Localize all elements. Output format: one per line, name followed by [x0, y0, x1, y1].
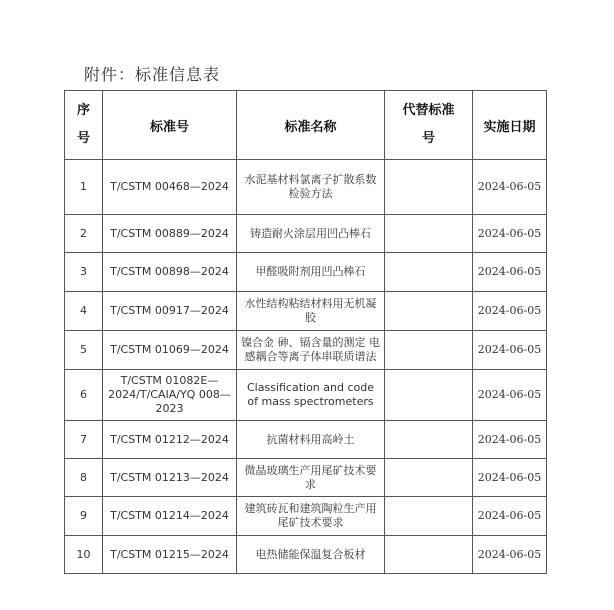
cell-code: T/CSTM 01082E—2024/T/CAIA/YQ 008—2023	[103, 370, 237, 421]
header-seq-line2: 号	[76, 131, 90, 146]
cell-date: 2024-06-05	[473, 331, 547, 370]
cell-seq: 2	[65, 215, 103, 253]
cell-replace	[385, 160, 473, 215]
cell-code: T/CSTM 01212—2024	[103, 421, 237, 459]
cell-name: 水性结构粘结材料用无机凝胶	[237, 292, 385, 331]
table-row	[65, 160, 547, 215]
cell-date: 2024-06-05	[473, 160, 547, 215]
table-header-row	[65, 91, 547, 160]
cell-date: 2024-06-05	[473, 497, 547, 536]
cell-name: Classification and code of mass spectrometers	[237, 370, 385, 421]
cell-replace	[385, 497, 473, 536]
header-code: 标准号	[103, 91, 237, 160]
cell-code: T/CSTM 01215—2024	[103, 536, 237, 574]
cell-name: 铸造耐火涂层用凹凸棒石	[237, 215, 385, 253]
cell-date: 2024-06-05	[473, 215, 547, 253]
header-replace	[385, 91, 473, 160]
table-row	[65, 497, 547, 536]
header-replace-line2: 号	[421, 131, 435, 146]
cell-code: T/CSTM 00468—2024	[103, 160, 237, 215]
cell-code: T/CSTM 01069—2024	[103, 331, 237, 370]
cell-date: 2024-06-05	[473, 253, 547, 292]
table-row	[65, 536, 547, 574]
cell-replace	[385, 370, 473, 421]
cell-name: 微晶玻璃生产用尾矿技术要求	[237, 459, 385, 497]
table-row	[65, 370, 547, 421]
cell-seq: 6	[65, 370, 103, 421]
cell-replace	[385, 253, 473, 292]
cell-date: 2024-06-05	[473, 292, 547, 331]
cell-code: T/CSTM 00889—2024	[103, 215, 237, 253]
cell-seq: 10	[65, 536, 103, 574]
cell-name: 甲醛吸附剂用凹凸棒石	[237, 253, 385, 292]
cell-seq: 9	[65, 497, 103, 536]
cell-seq: 5	[65, 331, 103, 370]
header-seq-line1: 序	[76, 103, 90, 118]
cell-replace	[385, 292, 473, 331]
cell-replace	[385, 331, 473, 370]
cell-date: 2024-06-05	[473, 536, 547, 574]
cell-seq: 4	[65, 292, 103, 331]
cell-name: 镍合金 砷、镉含量的测定 电感耦合等离子体串联质谱法	[237, 331, 385, 370]
table-row	[65, 421, 547, 459]
cell-seq: 7	[65, 421, 103, 459]
cell-seq: 8	[65, 459, 103, 497]
cell-name: 抗菌材料用高岭土	[237, 421, 385, 459]
cell-replace	[385, 421, 473, 459]
cell-code: T/CSTM 01213—2024	[103, 459, 237, 497]
cell-code: T/CSTM 00917—2024	[103, 292, 237, 331]
header-date: 实施日期	[473, 91, 547, 160]
cell-date: 2024-06-05	[473, 421, 547, 459]
cell-name: 水泥基材料氯离子扩散系数检验方法	[237, 160, 385, 215]
table-row	[65, 253, 547, 292]
attachment-caption: 附件：标准信息表	[84, 65, 221, 84]
cell-name: 建筑砖瓦和建筑陶粒生产用尾矿技术要求	[237, 497, 385, 536]
cell-date: 2024-06-05	[473, 459, 547, 497]
table-row	[65, 292, 547, 331]
header-seq	[65, 91, 103, 160]
header-name: 标准名称	[237, 91, 385, 160]
cell-code: T/CSTM 01214—2024	[103, 497, 237, 536]
cell-replace	[385, 215, 473, 253]
cell-replace	[385, 459, 473, 497]
cell-date: 2024-06-05	[473, 370, 547, 421]
cell-name: 电热储能保温复合板材	[237, 536, 385, 574]
cell-seq: 3	[65, 253, 103, 292]
cell-replace	[385, 536, 473, 574]
table-row	[65, 331, 547, 370]
header-replace-line1: 代替标准	[402, 103, 455, 118]
standards-table	[64, 90, 547, 574]
table-row	[65, 215, 547, 253]
cell-seq: 1	[65, 160, 103, 215]
table-row	[65, 459, 547, 497]
cell-code: T/CSTM 00898—2024	[103, 253, 237, 292]
